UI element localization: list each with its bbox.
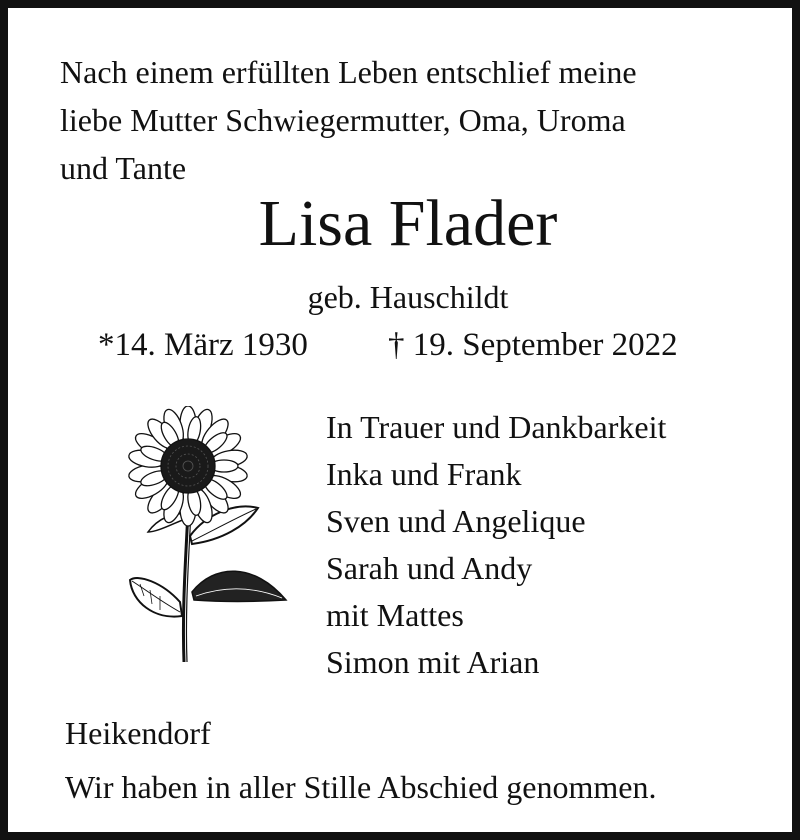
death-date: † 19. September 2022 bbox=[388, 327, 678, 363]
mourners-line: mit Mattes bbox=[326, 597, 464, 633]
maiden-name: geb. Hauschildt bbox=[307, 279, 509, 315]
intro-line: Nach einem erfüllten Leben entschlief meine bbox=[60, 54, 637, 90]
mourners-line: Inka und Frank bbox=[326, 456, 522, 492]
closing-text: Wir haben in aller Stille Abschied genommen. bbox=[65, 769, 657, 805]
mourners-line: Sarah und Andy bbox=[326, 550, 533, 586]
mourners-line: In Trauer und Dankbarkeit bbox=[326, 409, 667, 445]
birth-date: *14. März 1930 bbox=[98, 327, 308, 363]
deceased-name: Lisa Flader bbox=[258, 187, 558, 260]
intro-text bbox=[60, 48, 760, 192]
sunflower-icon bbox=[118, 406, 298, 668]
mourners-line: Simon mit Arian bbox=[326, 644, 540, 680]
intro-line: und Tante bbox=[60, 150, 187, 186]
mourners-list bbox=[326, 404, 666, 686]
place-name: Heikendorf bbox=[65, 715, 211, 751]
intro-line: liebe Mutter Schwiegermutter, Oma, Uroma bbox=[60, 102, 626, 138]
mourners-line: Sven und Angelique bbox=[326, 503, 586, 539]
